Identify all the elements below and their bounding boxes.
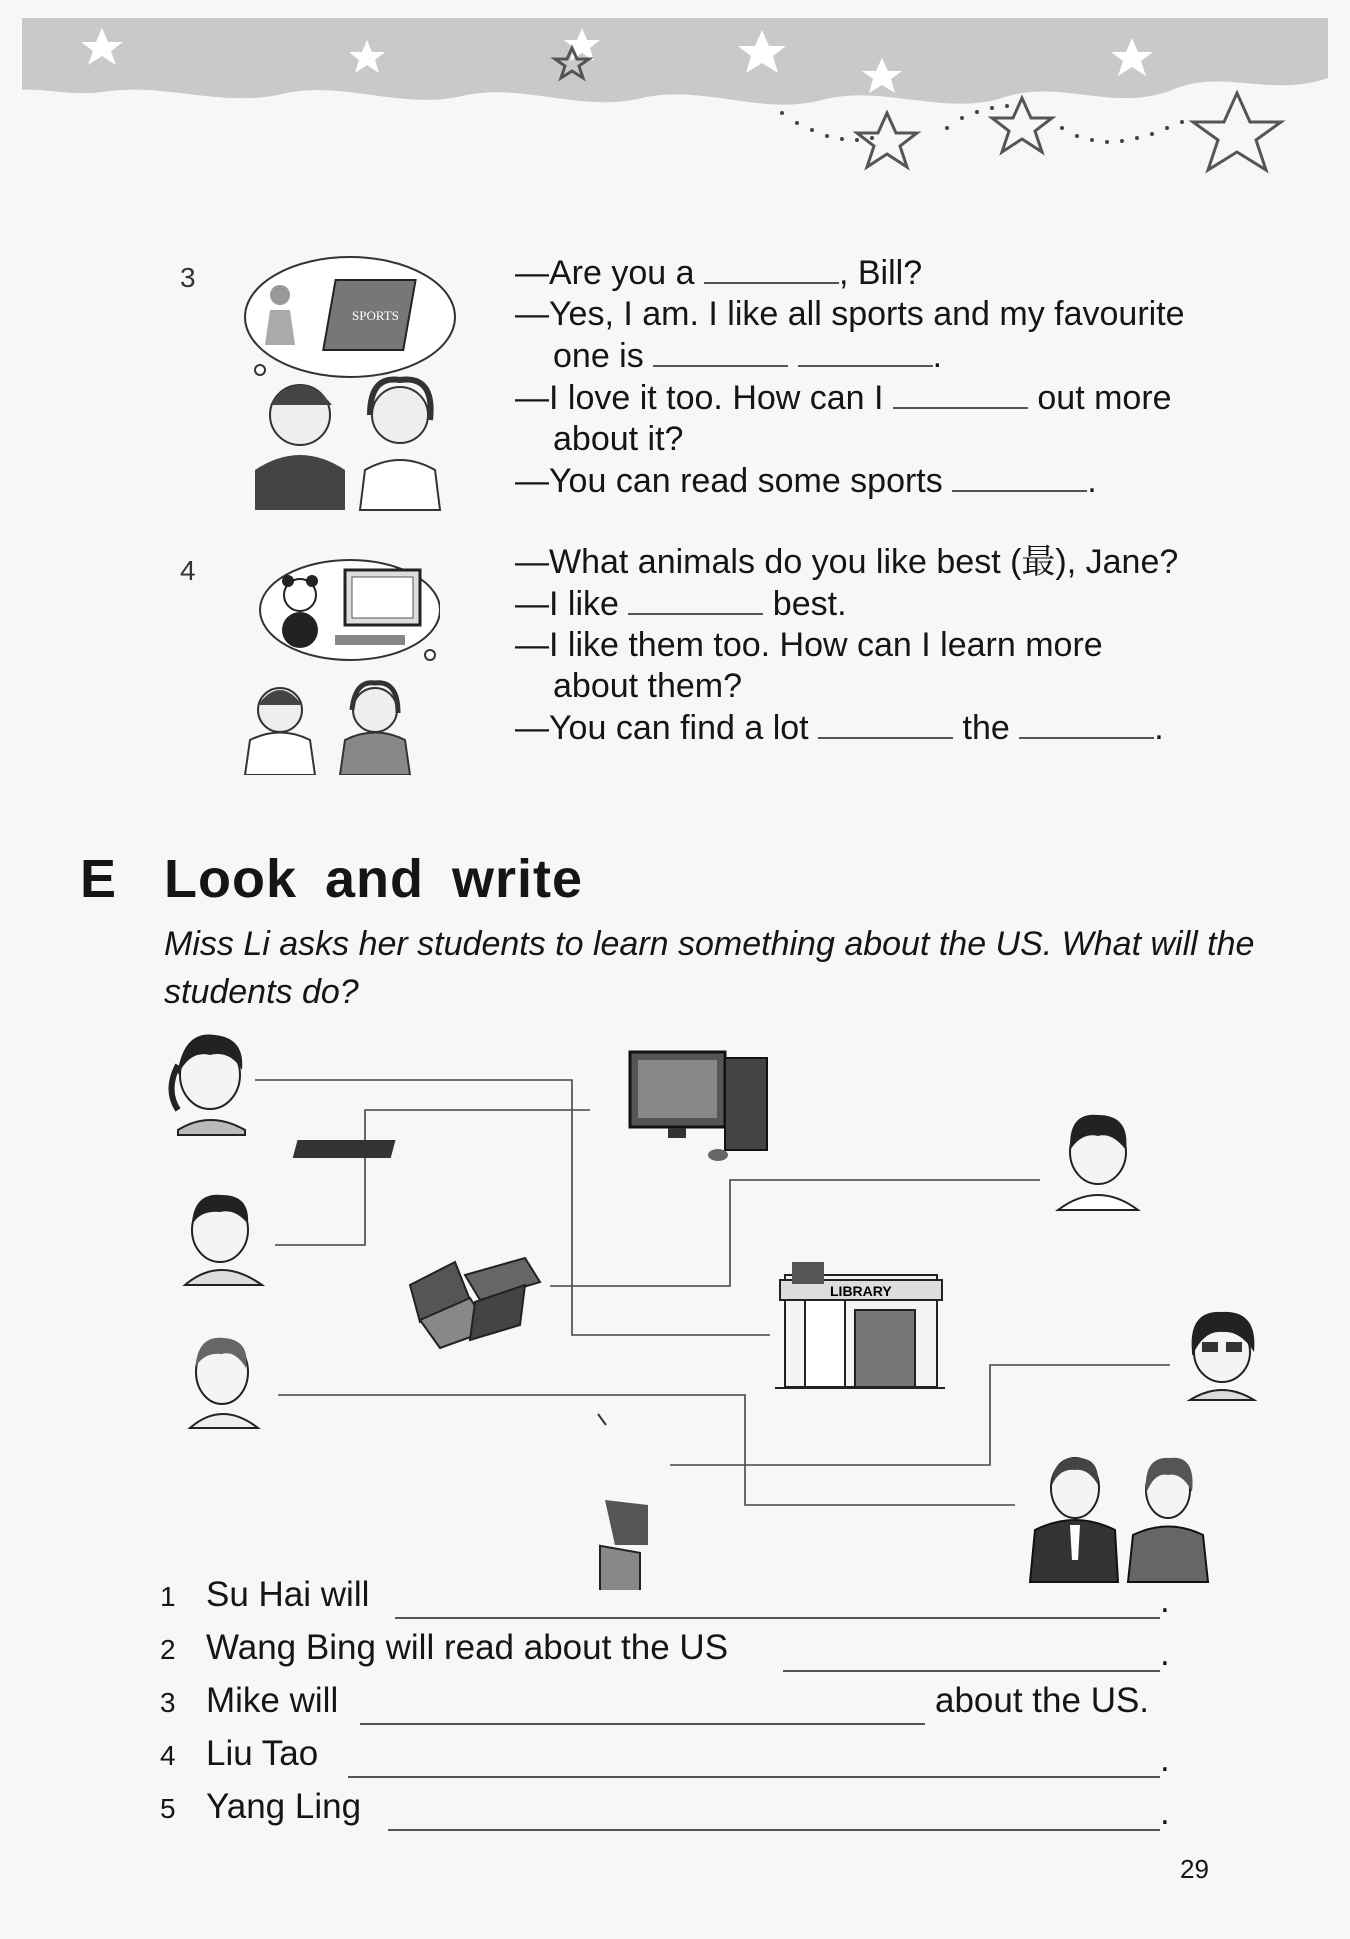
tv-icon — [598, 1414, 648, 1590]
question-3: 3 Mike will about the US. — [160, 1681, 1170, 1731]
computer-icon — [293, 1052, 767, 1161]
girl-icon — [172, 1034, 246, 1135]
boy-icon — [190, 1338, 258, 1428]
page-number: 29 — [1180, 1854, 1209, 1884]
girl-icon — [372, 387, 428, 443]
teacher-icon — [1030, 1458, 1118, 1582]
boy-icon — [185, 1195, 262, 1285]
answer-blank[interactable] — [704, 252, 839, 284]
animals-conversation-illustration — [240, 555, 440, 775]
exercise-3-dialogue: —Are you a , Bill? —Yes, I am. I like all sports and my favourite one is . —I love it too. How can I out more about it? —You can read some sports . — [515, 254, 1185, 500]
girl-icon — [1190, 1312, 1254, 1400]
exercise-number-3: 3 — [180, 262, 196, 293]
sports-magazine-label: SPORTS — [352, 308, 399, 323]
answer-blank[interactable] — [798, 335, 933, 367]
section-letter: E — [80, 849, 117, 909]
answer-line[interactable] — [348, 1776, 1160, 1778]
library-sign: LIBRARY — [830, 1283, 892, 1299]
answer-line[interactable] — [388, 1829, 1160, 1831]
girl-icon — [353, 688, 397, 732]
answer-blank[interactable] — [628, 583, 763, 615]
question-1: 1 Su Hai will . — [160, 1575, 1170, 1620]
answer-line[interactable] — [783, 1670, 1160, 1672]
section-title: Look and write — [164, 849, 584, 909]
answer-line[interactable] — [360, 1723, 925, 1725]
boy-icon — [1058, 1115, 1138, 1210]
star-banner — [22, 18, 1328, 228]
answer-line[interactable] — [395, 1617, 1160, 1619]
girl-icon — [1128, 1458, 1208, 1582]
section-instruction: Miss Li asks her students to learn something about the US. What will the students do? — [164, 925, 1255, 1011]
question-2: 2 Wang Bing will read about the US . — [160, 1628, 1170, 1673]
question-4: 4 Liu Tao . — [160, 1734, 1170, 1779]
sports-conversation-illustration — [240, 255, 460, 515]
exercise-number-4: 4 — [180, 555, 196, 586]
library-icon — [775, 1262, 945, 1388]
answer-blank[interactable] — [818, 707, 953, 739]
answer-blank[interactable] — [653, 335, 788, 367]
books-icon — [410, 1258, 540, 1348]
matching-illustration — [0, 1020, 1350, 1590]
answer-blank[interactable] — [893, 377, 1028, 409]
question-5: 5 Yang Ling . — [160, 1787, 1170, 1832]
exercise-4-dialogue: —What animals do you like best (最), Jane? —I like best. —I like them too. How can I learn more about them? —You can find a lot the . — [515, 543, 1179, 747]
answer-blank[interactable] — [952, 460, 1087, 492]
answer-blank[interactable] — [1019, 707, 1154, 739]
